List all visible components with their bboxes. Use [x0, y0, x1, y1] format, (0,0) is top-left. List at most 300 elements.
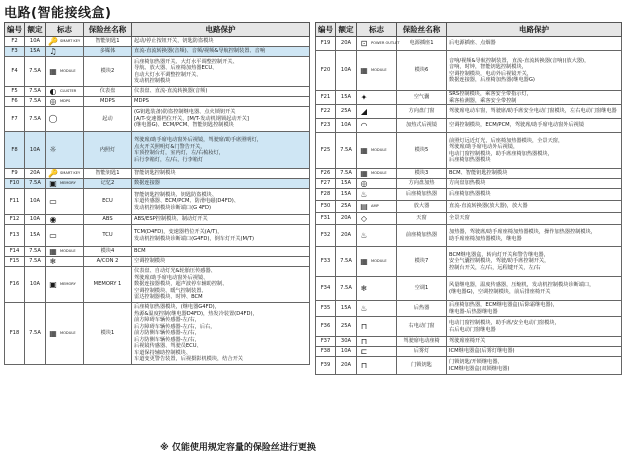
- wiper-icon: ◠: [360, 120, 368, 130]
- circuit-line: 驾驶席/助手席电动外后视镜，: [449, 144, 519, 150]
- fuse-name: 加热式后视镜: [397, 119, 447, 133]
- table-row: [316, 301, 622, 317]
- symbol-tag: MODULE: [371, 171, 387, 176]
- smart-key-icon: 🔑: [48, 168, 58, 178]
- protected-circuit: [132, 107, 310, 132]
- circuit-line: 智能钥匙控制模块: [134, 170, 176, 177]
- symbol-tag: POWER OUTLET: [371, 41, 400, 46]
- protected-circuit: [447, 317, 622, 337]
- table-header: [316, 23, 622, 37]
- table-row: [316, 179, 622, 189]
- header-rating: 额定: [25, 23, 46, 37]
- fuse-number: F39: [316, 357, 336, 375]
- protected-circuit: [447, 301, 622, 317]
- circuit-line: 仪表盘、直流-直流转换器(音频): [134, 88, 208, 95]
- fuse-name: 电源插座1: [397, 37, 447, 51]
- protected-circuit: [447, 347, 622, 357]
- seat-heater-icon: ♨: [360, 230, 368, 240]
- circuit-line: 发动机控制模块: [134, 78, 171, 84]
- fuse-symbol: [46, 87, 84, 97]
- table-row: [5, 303, 310, 365]
- table-row: [5, 179, 310, 189]
- circuit-line: 电动门窗控制模块，助手席座椅加热器模块，: [449, 150, 553, 157]
- table-row: [5, 257, 310, 267]
- fuse-rating: 10A: [25, 189, 46, 215]
- fuse-symbol: [46, 215, 84, 225]
- protected-circuit: [132, 132, 310, 169]
- protected-circuit: [447, 277, 622, 301]
- fuse-name: 多媒体: [84, 47, 132, 57]
- table-row: [316, 169, 622, 179]
- fuse-symbol: [46, 257, 84, 267]
- abs-icon: ◉: [49, 214, 57, 224]
- header-protect: 电路保护: [132, 23, 310, 37]
- circuit-line: SRS控制模块，乘客安全带指示灯，: [449, 91, 532, 97]
- circuit-line: 智能钥匙控制模块、钥匙防盗模块、: [134, 191, 218, 198]
- header-rating: 额定: [336, 23, 357, 37]
- fuse-rating: 7.5A: [25, 57, 46, 87]
- module-icon: ▦: [49, 328, 57, 338]
- circuit-line: 前方防侧车辆传感器-左/右，: [134, 330, 200, 337]
- fuse-number: F6: [5, 97, 25, 107]
- protected-circuit: [447, 37, 622, 51]
- power-outlet-icon: ⊡: [360, 38, 368, 48]
- fuse-rating: 7.5A: [25, 303, 46, 365]
- fuse-name: 方向盘门窗: [397, 105, 447, 119]
- fuse-number: F15: [5, 257, 25, 267]
- fuse-rating: 7.5A: [25, 257, 46, 267]
- fuse-name: 仪表盘: [84, 87, 132, 97]
- protected-circuit: [447, 201, 622, 213]
- power-seat-icon: ◢: [360, 106, 368, 116]
- fuse-name: 起动: [84, 107, 132, 132]
- circuit-line: TCM(D4FD)，变速器档位开关(A/T)，: [134, 229, 223, 235]
- circuit-line: 右后电动门窗继电器: [449, 326, 496, 333]
- circuit-line: 起动/停止按钮开关，钥匙防盗模块: [134, 38, 214, 45]
- protected-circuit: [447, 105, 622, 119]
- symbol-tag: MDPS: [60, 99, 71, 104]
- circuit-line: 车道传感器、ECM/PCM、防滑电磁(D4FD)、: [134, 198, 239, 205]
- protected-circuit: [132, 47, 310, 57]
- circuit-line: 直流-直流转换器(音频)、音频/视频&导航控制装置、音响: [134, 48, 266, 55]
- circuit-line: 后座椅加热器开关、大灯水平调整控制开关、: [134, 58, 238, 65]
- fuse-number: F34: [316, 277, 336, 301]
- circuit-line: 自动大灯水平调整控制开关、: [134, 71, 202, 78]
- fuse-symbol: [357, 201, 397, 213]
- symbol-tag: MODULE: [60, 331, 76, 336]
- fuse-symbol: [46, 132, 84, 169]
- circuit-line: 驾驶席座椅开关: [449, 338, 486, 345]
- circuit-line: ICM继电器盒(后雾灯继电器): [449, 348, 515, 355]
- fuse-symbol: [357, 179, 397, 189]
- circuit-line: BCM继电器盒，转向灯开关和警告继电器，: [449, 251, 549, 258]
- circuit-line: 音响，时钟，智能钥匙控制模块，: [449, 64, 527, 70]
- circuit-line: 空调控制模块，ECM/PCM，驾驶席/助手席电动窗外后视镜: [449, 122, 585, 129]
- fuse-name: 模块2: [84, 57, 132, 87]
- fuse-rating: 20A: [336, 37, 357, 51]
- fuse-rating: 10A: [336, 51, 357, 91]
- module-icon: ▦: [49, 66, 57, 76]
- fuse-symbol: [357, 133, 397, 169]
- fuse-rating: 7.5A: [336, 169, 357, 179]
- protected-circuit: [132, 57, 310, 87]
- fuse-name: 后雾灯: [397, 347, 447, 357]
- circuit-line: 后座椅加热器模块，(继电器G4FD)，: [134, 304, 220, 311]
- fuse-rating: 15A: [336, 189, 357, 201]
- start-icon: ◯: [48, 114, 58, 123]
- fuse-name: 记忆2: [84, 179, 132, 189]
- memory-icon: ▣: [49, 279, 57, 289]
- protected-circuit: [447, 91, 622, 105]
- door-lock-icon: ⊓: [360, 360, 368, 370]
- protected-circuit: [447, 357, 622, 375]
- fuse-number: F20: [316, 51, 336, 91]
- protected-circuit: [132, 225, 310, 247]
- fuse-number: F31: [316, 213, 336, 225]
- header-symbol: 标志: [46, 23, 84, 37]
- fuse-rating: 20A: [336, 225, 357, 247]
- table-row: [5, 57, 310, 87]
- circuit-line: 全景天窗: [449, 215, 470, 222]
- circuit-line: 控制台开关，左/右，远程键开关，左/右: [449, 264, 541, 271]
- cluster-icon: ◐: [49, 86, 57, 96]
- multimedia-icon: ♫: [49, 46, 57, 56]
- table-row: [5, 107, 310, 132]
- fuse-number: F32: [316, 225, 336, 247]
- door-lock-icon: ⊓: [360, 321, 368, 331]
- circuit-line: 乘客检测器，乘客安全带控制: [449, 97, 517, 104]
- table-row: [5, 215, 310, 225]
- fuse-symbol: [46, 189, 84, 215]
- circuit-line: BCM: [134, 248, 146, 255]
- fuse-number: F38: [316, 347, 336, 357]
- fuse-rating: 20A: [25, 169, 46, 179]
- table-row: [5, 132, 310, 169]
- smart-key-icon: 🔑: [48, 36, 58, 46]
- table-row: [316, 133, 622, 169]
- table-row: [316, 357, 622, 375]
- circuit-line: 音响/视频&导航控制装置，直流-直流转换器(音响)(放大器)，: [449, 57, 590, 64]
- circuit-line: 加热器，驾驶席/助手席座椅加热器模块，操作加热器控制模块，: [449, 229, 596, 235]
- fuse-symbol: [357, 105, 397, 119]
- fuse-symbol: [46, 179, 84, 189]
- fuse-symbol: [357, 357, 397, 375]
- module-icon: ▦: [49, 246, 57, 256]
- fuse-number: F30: [316, 201, 336, 213]
- protected-circuit: [132, 179, 310, 189]
- fuse-rating: 7.5A: [25, 247, 46, 257]
- fuse-number: F19: [316, 37, 336, 51]
- rear-heater-icon: ♨: [360, 303, 368, 313]
- fuse-name: 右电动门窗: [397, 317, 447, 337]
- table-row: [5, 247, 310, 257]
- fuse-rating: 10A: [25, 132, 46, 169]
- airbag-icon: ✦: [360, 92, 368, 102]
- aircon-icon: ❄: [360, 283, 368, 293]
- module-icon: ▦: [360, 145, 368, 155]
- symbol-tag: MODULE: [371, 148, 387, 153]
- fuse-table-left: [4, 22, 310, 365]
- table-row: [5, 169, 310, 179]
- fuse-name: 门锁钥匙: [397, 357, 447, 375]
- protected-circuit: [447, 179, 622, 189]
- fuse-rating: 10A: [25, 215, 46, 225]
- fuse-number: F12: [5, 215, 25, 225]
- circuit-line: (继电器G)，空调控制模块，前后排座椅开关: [449, 288, 551, 295]
- fuse-number: F18: [5, 303, 25, 365]
- seat-heater-icon: ♨: [360, 189, 368, 199]
- fuse-number: F10: [5, 179, 25, 189]
- fuse-symbol: [357, 91, 397, 105]
- table-row: [316, 119, 622, 133]
- fuse-rating: 10A: [25, 37, 46, 47]
- fuse-number: F14: [5, 247, 25, 257]
- fuse-number: F3: [5, 47, 25, 57]
- steering-icon: ◎: [360, 178, 368, 188]
- fuse-symbol: [357, 247, 397, 277]
- protected-circuit: [447, 133, 622, 169]
- circuit-line: 数据连接器: [134, 180, 160, 187]
- fuse-symbol: [357, 347, 397, 357]
- memory-icon: ▣: [49, 178, 57, 188]
- table-row: [5, 37, 310, 47]
- header-symbol: 标志: [357, 23, 397, 37]
- fuse-symbol: [46, 57, 84, 87]
- fuse-name: 后热器: [397, 301, 447, 317]
- fuse-name: ABS: [84, 215, 132, 225]
- fuse-rating: 7.5A: [25, 97, 46, 107]
- circuit-line: 直流-直流转换器(放大器)，放大器: [449, 203, 528, 210]
- header-no: 编号: [5, 23, 25, 37]
- table-row: [316, 247, 622, 277]
- table-row: [5, 267, 310, 303]
- fuse-symbol: [46, 303, 84, 365]
- protected-circuit: [447, 169, 622, 179]
- table-header: [5, 23, 310, 37]
- circuit-line: 空调控制模块，电动外后视镜开关，: [449, 70, 533, 77]
- fog-lamp-icon: ⊏: [360, 346, 368, 356]
- fuse-name: MDPS: [84, 97, 132, 107]
- fuse-rating: 25A: [336, 317, 357, 337]
- fuse-rating: 7.5A: [336, 277, 357, 301]
- protected-circuit: [132, 189, 310, 215]
- fuse-name: 模块1: [84, 303, 132, 365]
- table-row: [5, 189, 310, 215]
- fuse-symbol: [46, 97, 84, 107]
- table-row: [316, 201, 622, 213]
- fuse-rating: 7.5A: [25, 87, 46, 97]
- fuse-name: A/CON 2: [84, 257, 132, 267]
- fuse-name: 智能钥匙1: [84, 37, 132, 47]
- circuit-line: 空调控制模块、暖气控制装置、: [134, 287, 207, 294]
- fuse-rating: 25A: [336, 105, 357, 119]
- circuit-line: 雷达控制器模块、时钟、BCM: [134, 294, 203, 301]
- fuse-rating: 7.5A: [25, 179, 46, 189]
- circuit-line: 后座椅加热器模块: [449, 157, 491, 163]
- fuse-rating: 7.5A: [336, 247, 357, 277]
- fuse-symbol: [357, 51, 397, 91]
- circuit-line: 发动机控制模块诊断端口(G 4FD): [134, 204, 212, 211]
- protected-circuit: [132, 247, 310, 257]
- protected-circuit: [132, 169, 310, 179]
- fuse-symbol: [357, 301, 397, 317]
- circuit-line: 空调控制模块: [134, 258, 166, 265]
- circuit-line: (继电器G)、ECM/PCM、智能钥匙控制模块: [134, 122, 234, 129]
- fuse-rating: 10A: [25, 267, 46, 303]
- fuse-name: 内照灯: [84, 132, 132, 169]
- fuse-name: 模块4: [84, 247, 132, 257]
- fuse-symbol: [357, 213, 397, 225]
- protected-circuit: [447, 213, 622, 225]
- fuse-number: F21: [316, 91, 336, 105]
- fuse-rating: 20A: [336, 213, 357, 225]
- fuse-number: F7: [5, 107, 25, 132]
- symbol-tag: MODULE: [60, 249, 76, 254]
- module-icon: ▦: [360, 168, 368, 178]
- table-row: [5, 87, 310, 97]
- circuit-line: ABS/ESP控制模块、制动灯开关: [134, 216, 208, 223]
- protected-circuit: [447, 337, 622, 347]
- symbol-tag: MEMORY: [60, 181, 76, 186]
- fuse-symbol: [46, 267, 84, 303]
- fuse-number: F26: [316, 169, 336, 179]
- protected-circuit: [132, 303, 310, 365]
- fuse-rating: 7.5A: [336, 133, 357, 169]
- circuit-line: 仪表盘、自动灯光&轮胎压传感器、: [134, 268, 216, 275]
- protected-circuit: [132, 215, 310, 225]
- circuit-line: ICM继电器盒(双锁继电器): [449, 365, 510, 372]
- fuse-number: F35: [316, 301, 336, 317]
- circuit-line: 后电源插座、点烟器: [449, 40, 496, 47]
- fuse-name: 模块3: [397, 169, 447, 179]
- circuit-line: 导航、放大器、后座椅加热器ECU、: [134, 65, 218, 71]
- fuse-rating: 10A: [336, 119, 357, 133]
- table-row: [316, 347, 622, 357]
- fuse-rating: 15A: [25, 225, 46, 247]
- fuse-name: 后座椅加热器: [397, 189, 447, 201]
- fuse-number: F36: [316, 317, 336, 337]
- circuit-line: 安全气囊控制模块，驾驶/助手席控制开关，: [449, 258, 550, 265]
- circuit-line: 车顶控制台灯，室内灯，左/右梳妆灯，: [134, 150, 224, 156]
- fuse-symbol: [46, 169, 84, 179]
- fuse-rating: 15A: [336, 301, 357, 317]
- fuse-rating: 7.5A: [25, 107, 46, 132]
- fuse-symbol: [46, 225, 84, 247]
- fuse-symbol: [46, 37, 84, 47]
- fuse-symbol: [357, 337, 397, 347]
- table-row: [316, 189, 622, 201]
- circuit-line: 数据连接器模块，超声波停车辅助控制、: [134, 281, 228, 288]
- fuse-number: F8: [5, 132, 25, 169]
- symbol-tag: MODULE: [60, 69, 76, 74]
- fuse-symbol: [357, 317, 397, 337]
- table-row: [316, 105, 622, 119]
- table-row: [316, 51, 622, 91]
- amp-icon: ▤: [360, 201, 368, 211]
- fuse-name: 模块5: [397, 133, 447, 169]
- fuse-symbol: [357, 225, 397, 247]
- circuit-line: 数据连接器，后座椅加热器(继电器G): [449, 77, 535, 83]
- fuse-name: TCU: [84, 225, 132, 247]
- fuse-rating: 10A: [336, 347, 357, 357]
- header-protect: 电路保护: [447, 23, 622, 37]
- sunroof-icon: ◇: [360, 213, 368, 223]
- protected-circuit: [447, 225, 622, 247]
- module-icon: ▦: [360, 65, 368, 75]
- tcu-icon: ▭: [49, 230, 57, 240]
- circuit-line: 助手席座椅加热器模块，继电器: [449, 235, 522, 242]
- circuit-line: MDPS: [134, 98, 149, 105]
- symbol-tag: CLUSTER: [60, 89, 77, 94]
- table-row: [316, 337, 622, 347]
- protected-circuit: [132, 97, 310, 107]
- protected-circuit: [447, 189, 622, 201]
- circuit-line: 驾驶席电动车窗，驾驶席/助手席安全电动门窗模块，左右电动门窗继电器: [449, 108, 617, 115]
- fuse-number: F23: [316, 119, 336, 133]
- symbol-tag: MODULE: [371, 259, 387, 264]
- ecu-icon: ▭: [49, 196, 57, 206]
- header-no: 编号: [316, 23, 336, 37]
- fuse-name: 智能钥匙1: [84, 169, 132, 179]
- protected-circuit: [447, 247, 622, 277]
- fuse-name: 空调1: [397, 277, 447, 301]
- fuse-rating: 15A: [336, 179, 357, 189]
- aircon-icon: ❄: [49, 256, 57, 266]
- protected-circuit: [447, 51, 622, 91]
- table-row: [316, 213, 622, 225]
- circuit-line: 后座椅加热器，ECM继电器盒(后除霜继电器)，: [449, 302, 558, 308]
- fuse-number: F2: [5, 37, 25, 47]
- circuit-line: 车道保持辅助控制模块、: [134, 349, 192, 356]
- fuse-number: F28: [316, 189, 336, 201]
- symbol-tag: SMART KEY: [60, 39, 81, 44]
- fuse-table-right: [315, 22, 622, 375]
- fuse-number: F16: [5, 267, 25, 303]
- fuse-symbol: [46, 107, 84, 132]
- circuit-line: 后行李箱灯，左/右，行李箱灯: [134, 156, 204, 163]
- page-title: 电路(智能接线盒): [4, 6, 112, 21]
- fuse-name: 天窗: [397, 213, 447, 225]
- protected-circuit: [132, 87, 310, 97]
- circuit-line: (G钥匙装备)防盗控制继电器、点火锁钥开关: [134, 109, 236, 116]
- symbol-tag: MEMORY: [60, 282, 76, 287]
- fuse-rating: 20A: [336, 357, 357, 375]
- table-row: [5, 225, 310, 247]
- mdps-icon: ◎: [49, 96, 57, 106]
- circuit-line: 门锁钥匙/开锁继电器，: [449, 359, 503, 365]
- footnote: ※ 仅能使用规定容量的保险丝进行更换: [160, 443, 316, 453]
- circuit-line: 热源&温度控制(继电器D4FD)，热发冷装置(D4FD)，: [134, 310, 258, 317]
- circuit-line: 后方防侧车辆传感器-左/右，: [134, 336, 200, 343]
- circuit-line: 点火开关照明灯&门警告开关，: [134, 143, 206, 150]
- circuit-line: 驾驶席/助手席电动窗外后视镜、: [134, 274, 209, 281]
- fuse-number: F5: [5, 87, 25, 97]
- fuse-name: 前座椅加热器: [397, 225, 447, 247]
- interior-lamp-icon: ☼: [49, 145, 57, 154]
- fuse-number: F11: [5, 189, 25, 215]
- fuse-number: F37: [316, 337, 336, 347]
- fuse-name: 放大器: [397, 201, 447, 213]
- fuse-name: 空气囊: [397, 91, 447, 105]
- fuse-symbol: [357, 169, 397, 179]
- table-row: [5, 97, 310, 107]
- circuit-line: 方向盘加热模块: [449, 180, 486, 187]
- circuit-line: 车道变更警告装置，后视摄影机模块，结合开关: [134, 356, 243, 363]
- fuse-symbol: [46, 247, 84, 257]
- protected-circuit: [132, 37, 310, 47]
- fuse-number: F33: [316, 247, 336, 277]
- circuit-line: 继电器-后热器继电器: [449, 308, 498, 315]
